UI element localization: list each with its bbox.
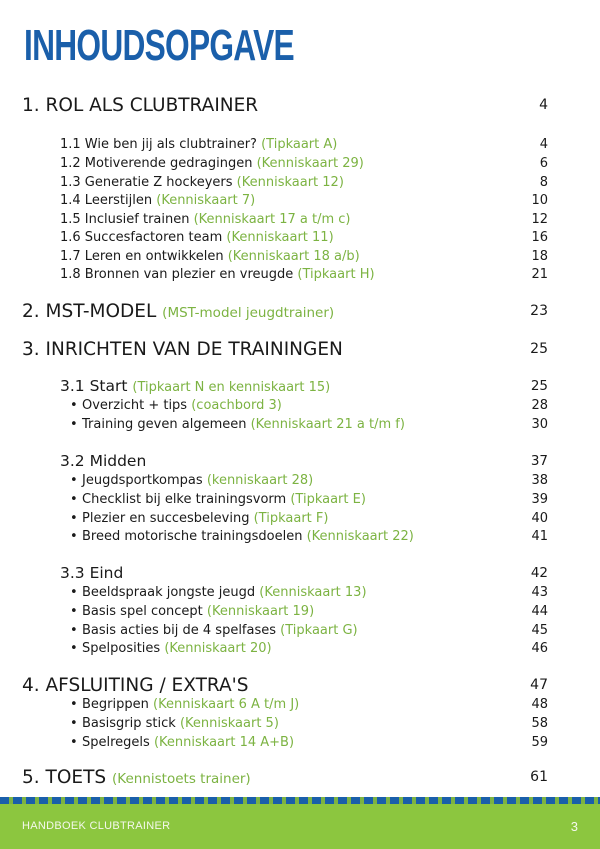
- section-label: 2. MST-MODEL: [22, 301, 157, 322]
- bullet-icon: •: [70, 398, 78, 413]
- section-label: 3. INRICHTEN VAN DE TRAININGEN: [22, 339, 343, 360]
- section-label: 1. ROL ALS CLUBTRAINER: [22, 95, 259, 116]
- page-number: 25: [530, 341, 548, 357]
- bullet-icon: •: [70, 735, 78, 750]
- item-reference: (Kenniskaart 19): [206, 604, 315, 619]
- section-reference: (Kennistoets trainer): [112, 771, 251, 787]
- page-number: 4: [539, 137, 548, 152]
- page-number: 30: [531, 417, 548, 432]
- toc-bullet-item[interactable]: [0, 417, 600, 437]
- bullet-icon: •: [70, 623, 78, 638]
- item-label: 1.4 Leerstijlen: [60, 193, 153, 208]
- item-reference: (Kenniskaart 14 A+B): [153, 735, 295, 750]
- toc-section[interactable]: [0, 97, 600, 117]
- item-label: Overzicht + tips: [82, 398, 188, 413]
- page-number: 59: [531, 735, 548, 750]
- item-label: 1.7 Leren en ontwikkelen: [60, 249, 224, 264]
- item-label: Begrippen: [82, 697, 149, 712]
- page-number: 48: [531, 697, 548, 712]
- item-reference: (Tipkaart G): [280, 623, 358, 638]
- item-reference: (Kenniskaart 20): [164, 641, 272, 656]
- toc-section[interactable]: [0, 341, 600, 361]
- subsection-label: 3.2 Midden: [60, 452, 147, 470]
- toc-bullet-item[interactable]: [0, 641, 600, 661]
- item-label: Breed motorische trainingsdoelen: [82, 529, 303, 544]
- page-number: 47: [530, 677, 548, 693]
- page-number: 38: [531, 473, 548, 488]
- item-reference: (Tipkaart F): [253, 511, 329, 526]
- section-label: 4. AFSLUITING / EXTRA'S: [22, 675, 249, 696]
- toc-subsection[interactable]: [0, 565, 600, 585]
- item-label: Beeldspraak jongste jeugd: [82, 585, 256, 600]
- section-reference: (MST-model jeugdtrainer): [162, 305, 335, 321]
- item-label: 1.2 Motiverende gedragingen: [60, 156, 253, 171]
- toc-item[interactable]: [0, 137, 600, 157]
- toc-bullet-item[interactable]: [0, 511, 600, 531]
- page-number: 8: [539, 175, 548, 190]
- page-number: 25: [530, 378, 548, 394]
- bullet-icon: •: [70, 417, 78, 432]
- section-label: 5. TOETS: [22, 767, 107, 788]
- item-reference: (Tipkaart H): [297, 267, 375, 282]
- toc-bullet-item[interactable]: [0, 529, 600, 549]
- item-label: 1.5 Inclusief trainen: [60, 212, 190, 227]
- bullet-icon: •: [70, 641, 78, 656]
- page-number: 41: [531, 529, 548, 544]
- item-reference: (Kenniskaart 12): [236, 175, 344, 190]
- item-reference: (coachbord 3): [191, 398, 282, 413]
- toc-subsection[interactable]: [0, 453, 600, 473]
- item-label: Plezier en succesbeleving: [82, 511, 250, 526]
- page-number: 4: [539, 97, 548, 113]
- item-reference: (Kenniskaart 29): [256, 156, 364, 171]
- bullet-icon: •: [70, 585, 78, 600]
- bullet-icon: •: [70, 716, 78, 731]
- toc-bullet-item[interactable]: [0, 492, 600, 512]
- page-number: 12: [531, 212, 548, 227]
- item-label: 1.3 Generatie Z hockeyers: [60, 175, 233, 190]
- item-label: Spelregels: [82, 735, 150, 750]
- page-number: 18: [531, 249, 548, 264]
- page-number: 10: [531, 193, 548, 208]
- toc-bullet-item[interactable]: [0, 604, 600, 624]
- toc-item[interactable]: [0, 175, 600, 195]
- item-label: Training geven algemeen: [82, 417, 247, 432]
- bullet-icon: •: [70, 492, 78, 507]
- page-number: 61: [530, 769, 548, 785]
- subsection-label: 3.3 Eind: [60, 564, 124, 582]
- page-number: 23: [530, 303, 548, 319]
- toc-bullet-item[interactable]: [0, 585, 600, 605]
- toc-item[interactable]: [0, 212, 600, 232]
- page-title: INHOUDSOPGAVE: [24, 21, 294, 70]
- page-number: 21: [531, 267, 548, 282]
- toc-item[interactable]: [0, 193, 600, 213]
- toc-subsection[interactable]: [0, 378, 600, 398]
- toc-item[interactable]: [0, 249, 600, 269]
- page-number: 28: [531, 398, 548, 413]
- toc-section[interactable]: [0, 677, 600, 697]
- footer-page-number: 3: [570, 819, 578, 834]
- toc-section[interactable]: [0, 303, 600, 323]
- bullet-icon: •: [70, 529, 78, 544]
- subsection-reference: (Tipkaart N en kenniskaart 15): [132, 380, 331, 395]
- page-number: 39: [531, 492, 548, 507]
- item-label: Basisgrip stick: [82, 716, 176, 731]
- item-label: Checklist bij elke trainingsvorm: [82, 492, 287, 507]
- item-reference: (Kenniskaart 22): [306, 529, 414, 544]
- toc-item[interactable]: [0, 230, 600, 250]
- page-number: 45: [531, 623, 548, 638]
- toc-bullet-item[interactable]: [0, 716, 600, 736]
- item-label: 1.8 Bronnen van plezier en vreugde: [60, 267, 294, 282]
- page-number: 16: [531, 230, 548, 245]
- page-number: 6: [539, 156, 548, 171]
- item-reference: (Kenniskaart 7): [156, 193, 256, 208]
- page-footer: [0, 804, 600, 849]
- page-number: 37: [530, 453, 548, 469]
- item-label: Basis spel concept: [82, 604, 203, 619]
- item-label: 1.1 Wie ben jij als clubtrainer?: [60, 137, 257, 152]
- item-reference: (Kenniskaart 17 a t/m c): [193, 212, 351, 227]
- bullet-icon: •: [70, 697, 78, 712]
- bullet-icon: •: [70, 604, 78, 619]
- page-number: 42: [530, 565, 548, 581]
- page-number: 40: [531, 511, 548, 526]
- toc-bullet-item[interactable]: [0, 473, 600, 493]
- item-reference: (Tipkaart A): [261, 137, 338, 152]
- item-label: Jeugdsportkompas: [82, 473, 203, 488]
- item-label: Basis acties bij de 4 spelfases: [82, 623, 277, 638]
- toc-item[interactable]: [0, 156, 600, 176]
- page-number: 58: [531, 716, 548, 731]
- item-reference: (Kenniskaart 18 a/b): [227, 249, 360, 264]
- toc-item[interactable]: [0, 267, 600, 287]
- page-number: 44: [531, 604, 548, 619]
- item-label: Spelposities: [82, 641, 161, 656]
- toc-bullet-item[interactable]: [0, 623, 600, 643]
- footer-title: HANDBOEK CLUBTRAINER: [22, 820, 171, 832]
- item-reference: (Kenniskaart 21 a t/m f): [250, 417, 405, 432]
- toc-bullet-item[interactable]: [0, 735, 600, 755]
- toc-bullet-item[interactable]: [0, 398, 600, 418]
- bullet-icon: •: [70, 511, 78, 526]
- footer-stripe: [0, 797, 600, 804]
- subsection-label: 3.1 Start: [60, 377, 128, 395]
- page-number: 43: [531, 585, 548, 600]
- item-reference: (Tipkaart E): [290, 492, 366, 507]
- toc-bullet-item[interactable]: [0, 697, 600, 717]
- item-reference: (Kenniskaart 6 A t/m J): [153, 697, 300, 712]
- page-number: 46: [531, 641, 548, 656]
- item-reference: (Kenniskaart 13): [259, 585, 367, 600]
- item-reference: (Kenniskaart 5): [179, 716, 279, 731]
- bullet-icon: •: [70, 473, 78, 488]
- toc-section[interactable]: [0, 769, 600, 789]
- item-reference: (kenniskaart 28): [206, 473, 314, 488]
- item-label: 1.6 Succesfactoren team: [60, 230, 223, 245]
- item-reference: (Kenniskaart 11): [226, 230, 334, 245]
